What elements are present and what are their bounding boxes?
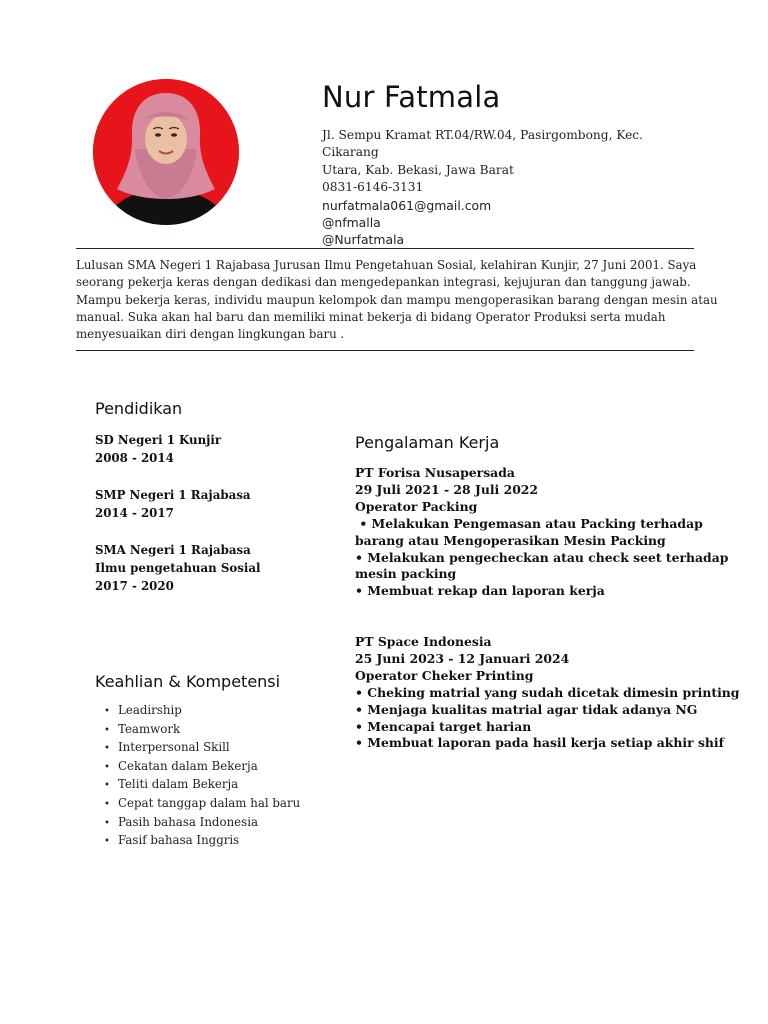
education-years: 2008 - 2014 (95, 451, 174, 465)
bullet-icon: • (104, 817, 110, 829)
skills-heading: Keahlian & Kompetensi (95, 672, 281, 691)
education-item (95, 486, 251, 522)
divider-top (76, 248, 694, 249)
skills-list (104, 702, 300, 851)
education-item (95, 541, 260, 595)
education-major: Ilmu pengetahuan Sosial (95, 561, 261, 575)
bullet-icon: • (104, 706, 110, 717)
skill-item: • Leadirship (104, 702, 300, 721)
job-duty-line: barang atau Mengoperasikan Mesin Packing (355, 532, 666, 548)
summary-line: manual. Suka akan hal baru dan memiliki minat bekerja di bidang Operator Produksi serta mudah (76, 309, 666, 324)
profile-photo (93, 79, 239, 225)
address-line-2: Utara, Kab. Bekasi, Jawa Barat (322, 162, 514, 177)
skill-item: • Cekatan dalam Bekerja (104, 758, 300, 777)
job-duty-line: • Cheking matrial yang sudah dicetak dimesin printing (355, 684, 740, 700)
job-duty-line: • Melakukan Pengemasan atau Packing terhadap (355, 515, 703, 531)
education-years: 2014 - 2017 (95, 506, 174, 520)
job-entry (355, 634, 740, 752)
person-name: Nur Fatmala (322, 80, 501, 114)
job-role: Operator Cheker Printing (355, 667, 534, 683)
skill-item: • Fasif bahasa Inggris (104, 832, 300, 851)
phone-number: 0831-6146-3131 (322, 180, 424, 195)
skill-item: • Cepat tanggap dalam hal baru (104, 795, 300, 814)
skill-item: • Interpersonal Skill (104, 739, 300, 758)
divider-bottom (76, 350, 694, 351)
email-address: nurfatmala061@gmail.com (322, 197, 492, 213)
address-line-1: Jl. Sempu Kramat RT.04/RW.04, Pasirgombong, Kec. Cikarang (322, 128, 644, 160)
job-period: 25 Juni 2023 - 12 Januari 2024 (355, 650, 570, 666)
summary-line: seorang pekerja keras dengan dedikasi dan mengedepankan integrasi, kejujuran dan tanggung jawab. (76, 275, 691, 290)
job-company: PT Forisa Nusapersada (355, 465, 515, 480)
bullet-icon: • (104, 798, 110, 810)
skill-item: • Teliti dalam Bekerja (104, 776, 300, 795)
job-duty-line: • Mencapai target harian (355, 718, 532, 734)
bullet-icon: • (104, 780, 110, 792)
education-item (95, 431, 221, 467)
job-duty-line: • Membuat laporan pada hasil kerja setiap akhir shif (355, 735, 724, 751)
job-duty-line: • Membuat rekap dan laporan kerja (355, 583, 605, 599)
job-company: PT Space Indonesia (355, 634, 492, 649)
job-entry (355, 465, 735, 600)
summary-line: Mampu bekerja keras, individu maupun kelompok dan mampu mengoperasikan barang dengan mesin atau (76, 292, 718, 307)
experience-heading: Pengalaman Kerja (355, 433, 500, 452)
social-handle-2: @Nurfatmala (322, 232, 405, 248)
job-duty-line: • Menjaga kualitas matrial agar tidak adanya NG (355, 701, 698, 717)
job-period: 29 Juli 2021 - 28 Juli 2022 (355, 481, 539, 497)
education-school: SMA Negeri 1 Rajabasa (95, 543, 251, 557)
skill-item: • Pasih bahasa Indonesia (104, 814, 300, 833)
job-duty-line: • Melakukan pengecheckan atau check seet terhadap (355, 549, 729, 565)
summary-line: Lulusan SMA Negeri 1 Rajabasa Jurusan Ilmu Pengetahuan Sosial, kelahiran Kunjir, 27 Juni 2001. Saya (76, 258, 697, 272)
education-years: 2017 - 2020 (95, 579, 174, 593)
bullet-icon: • (104, 743, 110, 755)
job-role: Operator Packing (355, 498, 478, 514)
contact-block (322, 127, 702, 249)
education-school: SD Negeri 1 Kunjir (95, 433, 222, 447)
bullet-icon: • (104, 724, 110, 736)
education-heading: Pendidikan (95, 399, 183, 418)
education-school: SMP Negeri 1 Rajabasa (95, 488, 251, 502)
bullet-icon: • (104, 836, 110, 848)
skill-item: • Teamwork (104, 721, 300, 740)
profile-photo-illustration (93, 79, 239, 225)
profile-summary (76, 257, 718, 343)
job-duty-line: mesin packing (355, 566, 457, 582)
bullet-icon: • (104, 761, 110, 773)
social-handle-1: @nfmalla (322, 215, 381, 231)
summary-line: menyesuaikan diri dengan lingkungan baru . (76, 327, 345, 342)
